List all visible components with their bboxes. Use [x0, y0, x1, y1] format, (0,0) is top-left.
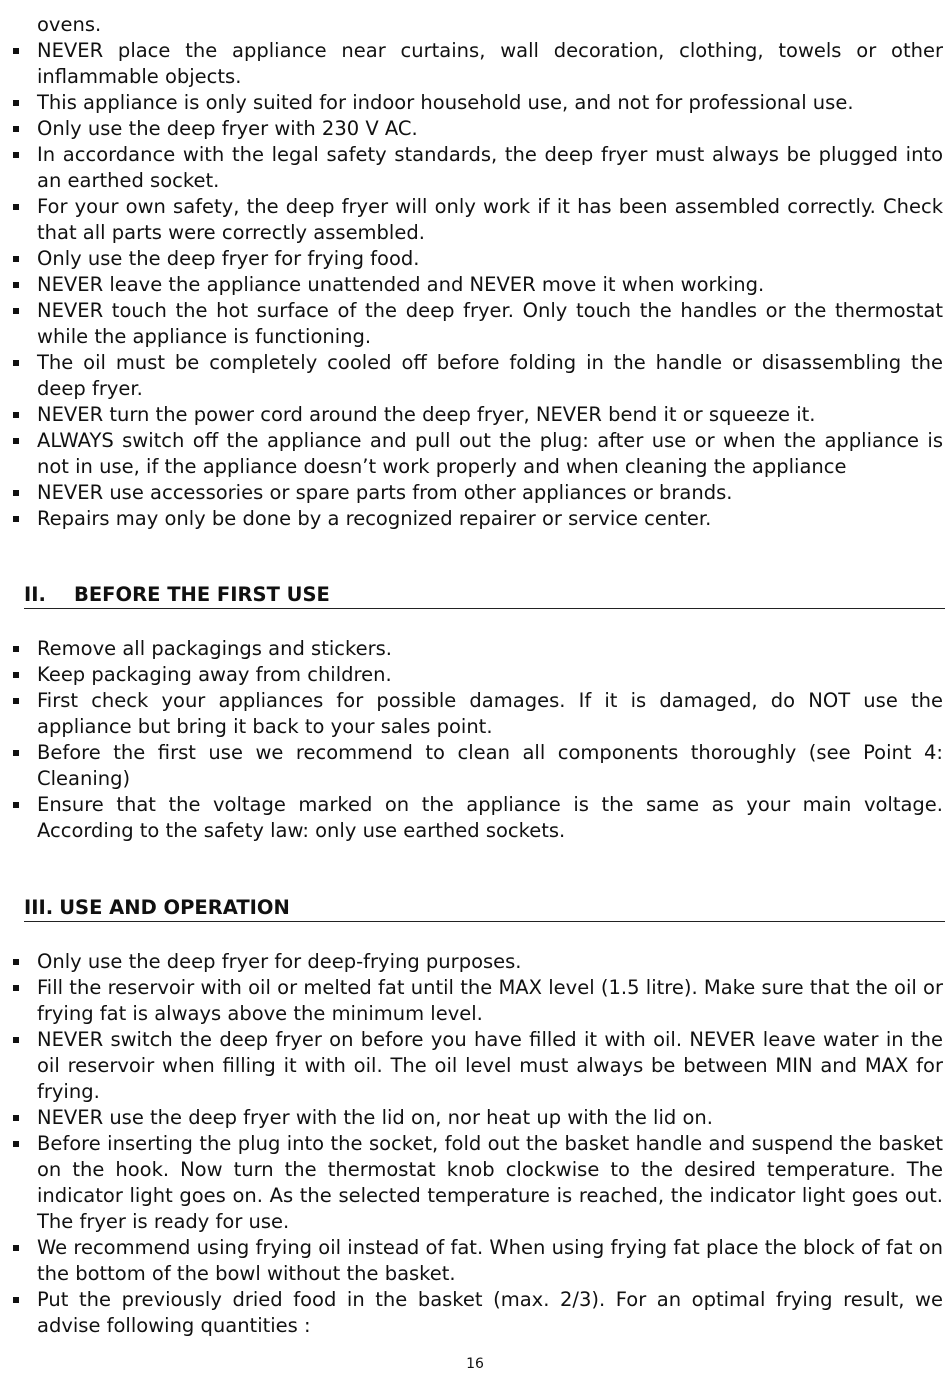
bullet-square-icon	[13, 1297, 19, 1303]
list-item-text: Repairs may only be done by a recognized repairer or service center.	[37, 507, 712, 530]
page-number: 16	[466, 1356, 484, 1372]
list-item	[0, 688, 943, 740]
list-item-text: NEVER switch the deep fryer on before you have filled it with oil. NEVER leave water in the oil reservoir when filling it with oil. The oil level must always be between MIN and MAX for frying.	[37, 1028, 943, 1103]
before-first-use-list	[0, 636, 943, 844]
bullet-square-icon	[13, 48, 19, 54]
list-item	[0, 1027, 943, 1105]
bullet-square-icon	[13, 126, 19, 132]
bullet-square-icon	[13, 750, 19, 756]
bullet-square-icon	[13, 308, 19, 314]
list-item	[0, 975, 943, 1027]
safety-instructions-list	[0, 38, 943, 532]
list-item-text: NEVER use accessories or spare parts from other appliances or brands.	[37, 481, 733, 504]
bullet-square-icon	[13, 985, 19, 991]
list-item	[0, 506, 943, 532]
bullet-square-icon	[13, 204, 19, 210]
list-item	[0, 194, 943, 246]
list-item-text: NEVER turn the power cord around the deep fryer, NEVER bend it or squeeze it.	[37, 403, 816, 426]
bullet-square-icon	[13, 698, 19, 704]
section-title: USE AND OPERATION	[59, 896, 290, 919]
list-item-text: NEVER touch the hot surface of the deep fryer. Only touch the handles or the thermostat while the appliance is functioning.	[37, 299, 943, 348]
list-item	[0, 1235, 943, 1287]
bullet-square-icon	[13, 412, 19, 418]
bullet-square-icon	[13, 1245, 19, 1251]
bullet-square-icon	[13, 438, 19, 444]
bullet-square-icon	[13, 1037, 19, 1043]
list-item	[0, 428, 943, 480]
bullet-square-icon	[13, 256, 19, 262]
list-item-text: Only use the deep fryer for frying food.	[37, 247, 420, 270]
bullet-square-icon	[13, 959, 19, 965]
list-item	[0, 740, 943, 792]
section-title: BEFORE THE FIRST USE	[74, 583, 330, 606]
list-item-text: ALWAYS switch off the appliance and pull out the plug: after use or when the appliance is not in use, if the appliance doesn’t work properly and when cleaning the appliance	[37, 429, 943, 478]
bullet-square-icon	[13, 672, 19, 678]
list-item	[0, 246, 943, 272]
section-number: III.	[24, 896, 54, 919]
bullet-square-icon	[13, 282, 19, 288]
list-item	[0, 949, 943, 975]
list-item-text: Only use the deep fryer with 230 V AC.	[37, 117, 418, 140]
list-item-text: NEVER place the appliance near curtains, wall decoration, clothing, towels or other inflammable objects.	[37, 39, 943, 88]
list-item-text: In accordance with the legal safety standards, the deep fryer must always be plugged into an earthed socket.	[37, 143, 943, 192]
list-item	[0, 298, 943, 350]
list-item-text: The oil must be completely cooled off before folding in the handle or disassembling the deep fryer.	[37, 351, 943, 400]
bullet-square-icon	[13, 360, 19, 366]
list-item	[0, 116, 943, 142]
list-item	[0, 402, 943, 428]
bullet-square-icon	[13, 1115, 19, 1121]
bullet-square-icon	[13, 152, 19, 158]
list-item-text: Fill the reservoir with oil or melted fat until the MAX level (1.5 litre). Make sure that the oil or frying fat is always above the minimum level.	[37, 976, 943, 1025]
list-item-text: Before the first use we recommend to clean all components thoroughly (see Point 4: Cleaning)	[37, 741, 943, 790]
bullet-square-icon	[13, 802, 19, 808]
list-item-text: We recommend using frying oil instead of fat. When using frying fat place the block of fat on the bottom of the bowl without the basket.	[37, 1236, 943, 1285]
list-item-text: Ensure that the voltage marked on the appliance is the same as your main voltage. According to the safety law: only use earthed sockets.	[37, 793, 943, 842]
bullet-square-icon	[13, 490, 19, 496]
list-item-text: First check your appliances for possible damages. If it is damaged, do NOT use the appliance but bring it back to your sales point.	[37, 689, 943, 738]
list-item	[0, 272, 943, 298]
list-item	[0, 636, 943, 662]
list-item	[0, 38, 943, 90]
list-item	[0, 142, 943, 194]
list-item	[0, 1105, 943, 1131]
list-item-text: Only use the deep fryer for deep-frying purposes.	[37, 950, 522, 973]
list-item	[0, 1131, 943, 1235]
list-item-text: NEVER use the deep fryer with the lid on, nor heat up with the lid on.	[37, 1106, 713, 1129]
bullet-square-icon	[13, 1141, 19, 1147]
list-item	[0, 1287, 943, 1339]
bullet-square-icon	[13, 646, 19, 652]
list-item-text: Before inserting the plug into the socket, fold out the basket handle and suspend the basket on the hook. Now turn the thermostat knob clockwise to the desired temperature. The indicator light goes on. As the selected temperature is reached, the indicator light goes out. The fryer is ready for use.	[37, 1132, 943, 1233]
intro-continuation-text: ovens.	[37, 13, 102, 36]
list-item-text: Put the previously dried food in the basket (max. 2/3). For an optimal frying result, we advise following quantities :	[37, 1288, 943, 1337]
list-item-text: This appliance is only suited for indoor household use, and not for professional use.	[37, 91, 854, 114]
list-item-text: NEVER leave the appliance unattended and NEVER move it when working.	[37, 273, 765, 296]
list-item	[0, 90, 943, 116]
list-item	[0, 662, 943, 688]
section-heading-use-and-operation	[24, 896, 945, 922]
list-item-text: For your own safety, the deep fryer will only work if it has been assembled correctly. Check that all parts were correctly assembled.	[37, 195, 943, 244]
list-item-text: Remove all packagings and stickers.	[37, 637, 392, 660]
list-item	[0, 792, 943, 844]
bullet-square-icon	[13, 100, 19, 106]
use-and-operation-list	[0, 949, 943, 1339]
list-item-text: Keep packaging away from children.	[37, 663, 392, 686]
list-item	[0, 350, 943, 402]
bullet-square-icon	[13, 516, 19, 522]
list-item	[0, 480, 943, 506]
section-number: II.	[24, 583, 46, 606]
section-heading-before-first-use	[24, 583, 945, 609]
